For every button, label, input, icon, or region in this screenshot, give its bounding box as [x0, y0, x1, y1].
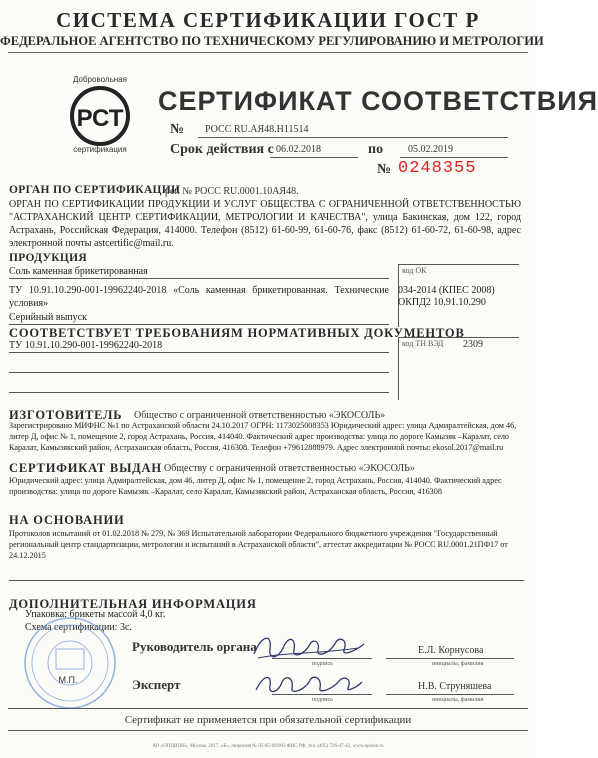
certificate-title: СЕРТИФИКАТ СООТВЕТСТВИЯ: [158, 86, 598, 116]
footer-note: Сертификат не применяется при обязательной сертификации: [124, 714, 412, 726]
head-name: Е.Л. Корнусова: [418, 645, 484, 656]
additional-heading: ДОПОЛНИТЕЛЬНАЯ ИНФОРМАЦИЯ: [9, 597, 257, 611]
basis-heading: НА ОСНОВАНИИ: [9, 513, 125, 527]
expert-label: Эксперт: [132, 677, 181, 692]
okpd-code-1: 034-2014 (КПЕС 2008): [398, 285, 495, 296]
body-text: ОРГАН ПО СЕРТИФИКАЦИИ ПРОДУКЦИИ И УСЛУГ ОБЩЕСТВА С ОГРАНИЧЕННОЙ ОТВЕТСТВЕННОСТЬЮ "АСТРАХАНСКИЙ ЦЕНТР СЕРТИФИКАЦИИ, МЕТРОЛОГИИ И КАЧЕСТВА", улица Бакинская, дом 122, город Астрахань, Российская Федерация, 414000. Телефон (8512) 61-60-99, 61-60-76, факс (8512) 61-60-72, 61-60-98, адрес электронной почты astcertific@mail.ru.: [9, 199, 521, 249]
product-batch: Серийный выпуск: [9, 312, 87, 323]
validity-to-label: по: [368, 142, 384, 157]
issued-name: Обществу с ограниченной ответственностью «ЭКОСОЛЬ»: [164, 463, 415, 474]
product-spec: ТУ 10.91.10.290-001-19962240-2018 «Соль каменная брикетированная. Технические условия»: [9, 285, 389, 309]
expert-name: Н.В. Струняшева: [418, 681, 492, 692]
okpd-code-label: код ОК: [402, 266, 427, 275]
logo-mark: РСТ: [76, 105, 124, 132]
head-signature: [248, 630, 368, 671]
product-heading: ПРОДУКЦИЯ: [9, 252, 88, 264]
valid-from: 06.02.2018: [276, 144, 321, 155]
head-name-caption: инициалы, фамилия: [432, 661, 484, 667]
printer-info: АО «ОПЦИОН», Москва, 2017, «Б», лицензия № 05-05-09/003 ФНС РФ, тел. (495) 726-47-42, www.opcion.ru: [152, 744, 384, 749]
basis-text: Протоколов испытаний от 01.02.2018 № 279, № 369 Испытательной лаборатории Федерального бюджетного учреждения "Государственный региональный центр стандартизации, метрологии и испытаний в Астраханской области", аттестат аккредитации № РОСС RU.0001.21ПФ17 от 24.12.2015: [9, 529, 508, 560]
manufacturer-heading: ИЗГОТОВИТЕЛЬ: [9, 408, 123, 422]
manufacturer-name: Общество с ограниченной ответственностью «ЭКОСОЛЬ»: [134, 410, 386, 421]
valid-to: 05.02.2019: [408, 144, 453, 155]
conformity-heading: СООТВЕТСТВУЕТ ТРЕБОВАНИЯМ НОРМАТИВНЫХ ДОКУМЕНТОВ: [9, 326, 465, 340]
head-sig-caption: подпись: [312, 661, 333, 667]
expert-sig-caption: подпись: [312, 697, 333, 703]
serial-number: 0248355: [398, 159, 477, 178]
stamp-mp: М.П.: [58, 675, 78, 685]
rst-logo: [60, 74, 140, 159]
official-stamp: [22, 615, 118, 716]
certificate-number: РОСС RU.АЯ48.Н11514: [205, 124, 309, 135]
expert-signature: [248, 668, 368, 705]
tnved-code: 2309: [463, 339, 483, 350]
head-label: Руководитель органа: [132, 639, 257, 654]
tnved-code-label: код ТН ВЭД: [402, 339, 444, 348]
agency-title: ФЕДЕРАЛЬНОЕ АГЕНТСТВО ПО ТЕХНИЧЕСКОМУ РЕГУЛИРОВАНИЮ И МЕТРОЛОГИИ: [0, 34, 544, 48]
number-label: №: [170, 122, 185, 137]
logo-bottom-text: сертификация: [73, 145, 127, 154]
body-heading: ОРГАН ПО СЕРТИФИКАЦИИ: [9, 184, 181, 196]
additional-line-1: Упаковка: брикеты массой 4,0 кг.: [25, 609, 166, 620]
serial-label: №: [377, 162, 392, 177]
okpd-code-2: ОКПД2 10.91.10.290: [398, 297, 486, 308]
validity-label: Срок действия с: [170, 142, 274, 157]
issued-details: Юридический адрес: улица Адмиралтейская, дом 46, литер Д, офис № 1, помещение 2, город Астрахань, Россия, 414040. Фактический адрес производства: улица по дороге Камызяк –Каралат, село Каралат, Камызякский район, Астраханская область, Россия, 416308: [9, 476, 502, 496]
logo-top-text: Добровольная: [73, 75, 127, 84]
manufacturer-details: Зарегистрировано МИФНС №1 по Астраханской области 24.10.2017 ОГРН: 1173025008353 Юридический адрес: улица Адмиралтейская, дом 46, литер Д, офис № 1, помещение 2, город Астрахань, Россия, 414040. Фактический адрес производства: улица по дороге Камызяк –Каралат, село Каралат, Камызякский район, Астраханская область, Россия, 416308. Телефон +79612888979. Адрес электронной почты: ekosol.2017@mail.ru: [9, 421, 517, 452]
additional-line-2: Схема сертификации: 3с.: [25, 622, 132, 633]
expert-name-caption: инициалы, фамилия: [432, 697, 484, 703]
issued-heading: СЕРТИФИКАТ ВЫДАН: [9, 461, 162, 475]
product-name: Соль каменная брикетированная: [9, 266, 148, 277]
conformity-doc: ТУ 10.91.10.290-001-19962240-2018: [9, 340, 163, 351]
body-reg: рег. № РОСС RU.0001.10АЯ48.: [165, 186, 299, 197]
system-title: СИСТЕМА СЕРТИФИКАЦИИ ГОСТ Р: [56, 8, 480, 32]
header-rule: [8, 52, 528, 53]
